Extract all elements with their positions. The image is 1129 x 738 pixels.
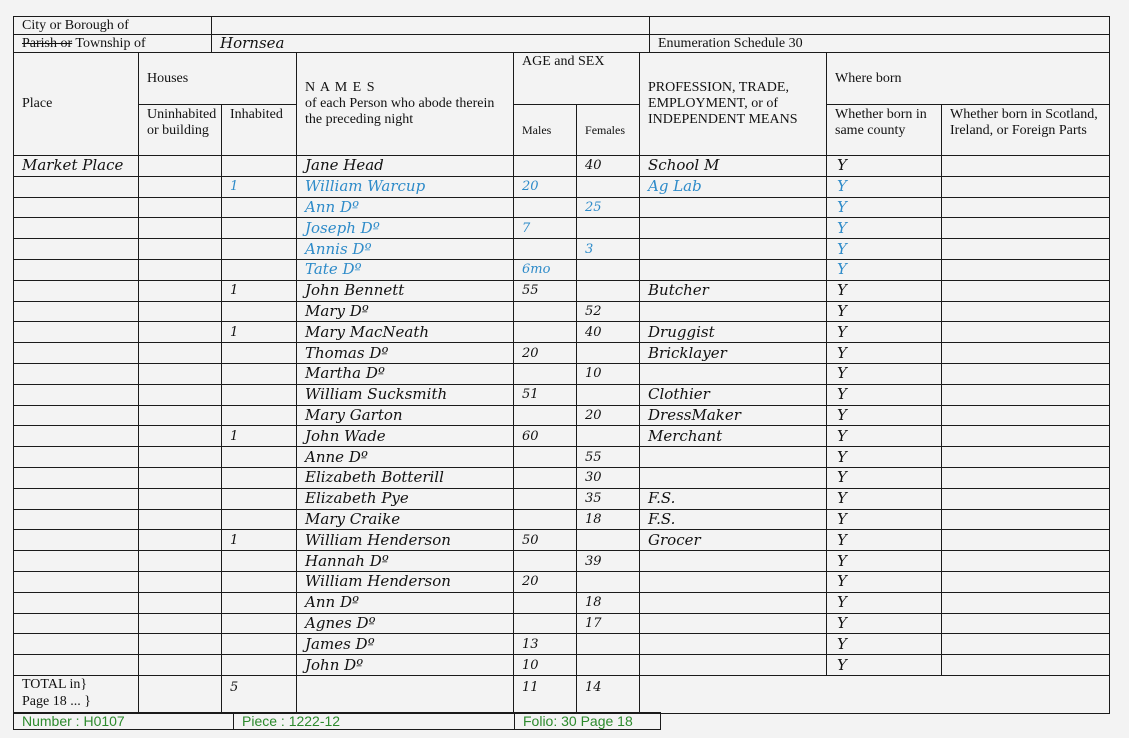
row-inhabited: 1 (222, 530, 297, 551)
row-profession (640, 197, 827, 218)
row-females (577, 384, 640, 405)
row-place (14, 176, 139, 197)
row-name: William Henderson (297, 530, 514, 551)
row-name: William Sucksmith (297, 384, 514, 405)
row-name: Martha Dº (297, 363, 514, 384)
names-title: N A M E S (305, 80, 376, 95)
table-row (14, 239, 1110, 260)
row-females: 30 (577, 467, 640, 488)
row-inhabited (222, 467, 297, 488)
row-born-elsewhere (942, 156, 1110, 177)
row-born-elsewhere (942, 384, 1110, 405)
row-females: 3 (577, 239, 640, 260)
row-males: 6mo (514, 259, 577, 280)
row-inhabited: 1 (222, 426, 297, 447)
table-row (14, 343, 1110, 364)
row-born-elsewhere (942, 322, 1110, 343)
row-females (577, 426, 640, 447)
row-born-elsewhere (942, 176, 1110, 197)
row-born-elsewhere (942, 259, 1110, 280)
row-profession (640, 592, 827, 613)
row-males (514, 301, 577, 322)
row-inhabited (222, 488, 297, 509)
row-born-elsewhere (942, 488, 1110, 509)
table-row (14, 551, 1110, 572)
row-profession (640, 655, 827, 676)
row-place (14, 239, 139, 260)
row-born-elsewhere (942, 280, 1110, 301)
row-profession (640, 259, 827, 280)
row-born-same-county: Y (827, 405, 942, 426)
row-females: 17 (577, 613, 640, 634)
col-born-elsewhere: Whether born in Scotland, Ireland, or Foreign Parts (942, 105, 1110, 156)
census-sheet (13, 16, 1109, 714)
row-profession (640, 447, 827, 468)
col-houses: Houses (139, 53, 297, 105)
col-age-sex: AGE and SEX (514, 53, 640, 105)
row-name: Elizabeth Pye (297, 488, 514, 509)
row-inhabited: 1 (222, 280, 297, 301)
row-born-same-county: Y (827, 259, 942, 280)
table-row (14, 156, 1110, 177)
row-uninhabited (139, 592, 222, 613)
row-uninhabited (139, 634, 222, 655)
row-profession: Druggist (640, 322, 827, 343)
col-born-same-county: Whether born in same county (827, 105, 942, 156)
row-name: Elizabeth Botterill (297, 467, 514, 488)
row-name: Anne Dº (297, 447, 514, 468)
row-inhabited (222, 509, 297, 530)
row-born-same-county: Y (827, 426, 942, 447)
row-born-elsewhere (942, 447, 1110, 468)
row-born-elsewhere (942, 592, 1110, 613)
row-females: 25 (577, 197, 640, 218)
header-table (13, 16, 1110, 53)
row-females (577, 343, 640, 364)
table-row (14, 634, 1110, 655)
row-inhabited (222, 405, 297, 426)
row-uninhabited (139, 301, 222, 322)
row-born-same-county: Y (827, 156, 942, 177)
row-born-same-county: Y (827, 571, 942, 592)
row-males: 7 (514, 218, 577, 239)
row-males (514, 156, 577, 177)
row-inhabited (222, 363, 297, 384)
row-males: 10 (514, 655, 577, 676)
row-inhabited (222, 571, 297, 592)
row-profession: F.S. (640, 488, 827, 509)
row-place (14, 259, 139, 280)
col-place: Place (14, 53, 139, 156)
table-row (14, 301, 1110, 322)
row-born-elsewhere (942, 363, 1110, 384)
row-males (514, 363, 577, 384)
row-name: Annis Dº (297, 239, 514, 260)
row-profession (640, 301, 827, 322)
row-profession (640, 551, 827, 572)
row-males: 13 (514, 634, 577, 655)
row-born-same-county: Y (827, 530, 942, 551)
table-row (14, 426, 1110, 447)
table-row (14, 488, 1110, 509)
row-born-elsewhere (942, 551, 1110, 572)
row-inhabited: 1 (222, 176, 297, 197)
row-born-elsewhere (942, 655, 1110, 676)
row-females: 35 (577, 488, 640, 509)
table-row (14, 571, 1110, 592)
row-inhabited (222, 156, 297, 177)
row-born-same-county: Y (827, 301, 942, 322)
table-row (14, 384, 1110, 405)
row-profession: Merchant (640, 426, 827, 447)
row-uninhabited (139, 655, 222, 676)
row-males: 20 (514, 571, 577, 592)
row-born-elsewhere (942, 197, 1110, 218)
row-inhabited (222, 239, 297, 260)
row-profession: DressMaker (640, 405, 827, 426)
row-females (577, 280, 640, 301)
row-profession (640, 571, 827, 592)
row-profession: Ag Lab (640, 176, 827, 197)
row-place (14, 551, 139, 572)
table-row (14, 176, 1110, 197)
row-males (514, 551, 577, 572)
row-born-same-county: Y (827, 488, 942, 509)
row-females (577, 571, 640, 592)
row-females (577, 655, 640, 676)
row-born-same-county: Y (827, 509, 942, 530)
row-inhabited (222, 259, 297, 280)
row-born-elsewhere (942, 301, 1110, 322)
table-row (14, 197, 1110, 218)
row-place (14, 218, 139, 239)
township-label-text: Township of (72, 36, 146, 51)
row-place (14, 322, 139, 343)
row-place (14, 467, 139, 488)
row-inhabited (222, 197, 297, 218)
row-place (14, 613, 139, 634)
township-label (14, 35, 212, 53)
row-place (14, 197, 139, 218)
row-born-elsewhere (942, 613, 1110, 634)
row-place (14, 363, 139, 384)
row-born-same-county: Y (827, 467, 942, 488)
total-females: 14 (577, 675, 640, 713)
row-profession (640, 363, 827, 384)
row-males (514, 488, 577, 509)
row-males (514, 509, 577, 530)
total-names (297, 675, 514, 713)
row-inhabited (222, 343, 297, 364)
row-uninhabited (139, 343, 222, 364)
row-males: 20 (514, 343, 577, 364)
row-name: Ann Dº (297, 592, 514, 613)
row-place (14, 592, 139, 613)
row-profession: Clothier (640, 384, 827, 405)
row-name: Joseph Dº (297, 218, 514, 239)
row-born-same-county: Y (827, 447, 942, 468)
row-name: Mary Dº (297, 301, 514, 322)
row-place (14, 530, 139, 551)
row-name: Mary Garton (297, 405, 514, 426)
row-males (514, 405, 577, 426)
col-where-born: Where born (827, 53, 1110, 105)
row-place (14, 301, 139, 322)
row-males: 50 (514, 530, 577, 551)
row-profession (640, 218, 827, 239)
row-males (514, 322, 577, 343)
row-profession: Grocer (640, 530, 827, 551)
row-uninhabited (139, 613, 222, 634)
total-label-line2: Page 18 ... } (22, 693, 91, 709)
table-row (14, 592, 1110, 613)
row-males: 20 (514, 176, 577, 197)
row-born-elsewhere (942, 571, 1110, 592)
table-row (14, 530, 1110, 551)
footer-folio: Folio: 30 Page 18 (514, 712, 661, 730)
table-row (14, 363, 1110, 384)
row-males (514, 239, 577, 260)
row-females: 39 (577, 551, 640, 572)
row-uninhabited (139, 322, 222, 343)
row-males (514, 197, 577, 218)
row-females: 20 (577, 405, 640, 426)
row-males: 55 (514, 280, 577, 301)
row-born-elsewhere (942, 509, 1110, 530)
row-uninhabited (139, 197, 222, 218)
row-inhabited (222, 384, 297, 405)
table-row (14, 467, 1110, 488)
row-born-same-county: Y (827, 176, 942, 197)
row-born-same-county: Y (827, 384, 942, 405)
row-uninhabited (139, 259, 222, 280)
total-remaining (640, 675, 1110, 713)
row-uninhabited (139, 467, 222, 488)
row-uninhabited (139, 530, 222, 551)
row-profession: Butcher (640, 280, 827, 301)
row-name: Mary Craike (297, 509, 514, 530)
row-profession: Bricklayer (640, 343, 827, 364)
row-females (577, 176, 640, 197)
row-born-elsewhere (942, 239, 1110, 260)
row-name: Mary MacNeath (297, 322, 514, 343)
names-subtitle: of each Person who abode therein the preceding night (305, 96, 495, 127)
col-names (297, 53, 514, 156)
row-inhabited (222, 634, 297, 655)
table-row (14, 509, 1110, 530)
row-born-same-county: Y (827, 197, 942, 218)
row-uninhabited (139, 447, 222, 468)
table-row (14, 218, 1110, 239)
row-females: 18 (577, 509, 640, 530)
row-name: Hannah Dº (297, 551, 514, 572)
total-label (14, 675, 139, 713)
col-profession: PROFESSION, TRADE, EMPLOYMENT, or of INDEPENDENT MEANS (640, 53, 827, 156)
table-row (14, 259, 1110, 280)
table-row (14, 322, 1110, 343)
city-value (212, 17, 650, 35)
row-uninhabited (139, 156, 222, 177)
row-born-elsewhere (942, 467, 1110, 488)
census-table (13, 52, 1110, 714)
row-place (14, 634, 139, 655)
row-place (14, 655, 139, 676)
row-born-same-county: Y (827, 322, 942, 343)
row-place (14, 488, 139, 509)
parish-label: Parish or (22, 36, 73, 51)
row-uninhabited (139, 509, 222, 530)
row-males (514, 447, 577, 468)
row-uninhabited (139, 384, 222, 405)
row-males (514, 613, 577, 634)
census-rows (14, 156, 1110, 676)
township-value: Hornsea (212, 35, 650, 53)
row-females (577, 530, 640, 551)
row-inhabited (222, 447, 297, 468)
row-uninhabited (139, 176, 222, 197)
row-name: William Henderson (297, 571, 514, 592)
row-born-same-county: Y (827, 551, 942, 572)
row-name: James Dº (297, 634, 514, 655)
row-place (14, 384, 139, 405)
row-place (14, 509, 139, 530)
row-females (577, 218, 640, 239)
row-uninhabited (139, 426, 222, 447)
row-place (14, 405, 139, 426)
row-born-elsewhere (942, 218, 1110, 239)
col-uninhabited: Uninhabited or building (139, 105, 222, 156)
row-name: Tate Dº (297, 259, 514, 280)
total-inhabited: 5 (222, 675, 297, 713)
row-name: Ann Dº (297, 197, 514, 218)
row-males (514, 592, 577, 613)
row-name: Jane Head (297, 156, 514, 177)
row-born-elsewhere (942, 405, 1110, 426)
row-born-same-county: Y (827, 239, 942, 260)
row-profession (640, 239, 827, 260)
row-uninhabited (139, 218, 222, 239)
table-row (14, 280, 1110, 301)
row-name: John Wade (297, 426, 514, 447)
col-males: Males (514, 105, 577, 156)
row-born-elsewhere (942, 426, 1110, 447)
row-place: Market Place (14, 156, 139, 177)
row-name: John Bennett (297, 280, 514, 301)
row-name: Agnes Dº (297, 613, 514, 634)
row-uninhabited (139, 239, 222, 260)
row-males: 51 (514, 384, 577, 405)
row-uninhabited (139, 551, 222, 572)
row-inhabited (222, 592, 297, 613)
table-row (14, 447, 1110, 468)
enumeration-schedule: Enumeration Schedule 30 (650, 35, 1110, 53)
row-uninhabited (139, 280, 222, 301)
row-uninhabited (139, 405, 222, 426)
table-row (14, 613, 1110, 634)
row-females: 18 (577, 592, 640, 613)
row-uninhabited (139, 363, 222, 384)
row-profession: School M (640, 156, 827, 177)
row-females: 55 (577, 447, 640, 468)
total-males: 11 (514, 675, 577, 713)
row-born-same-county: Y (827, 655, 942, 676)
row-born-same-county: Y (827, 343, 942, 364)
row-born-same-county: Y (827, 363, 942, 384)
row-born-same-county: Y (827, 613, 942, 634)
row-females: 52 (577, 301, 640, 322)
row-inhabited (222, 613, 297, 634)
row-inhabited (222, 218, 297, 239)
row-name: William Warcup (297, 176, 514, 197)
row-born-same-county: Y (827, 218, 942, 239)
row-females: 40 (577, 322, 640, 343)
row-inhabited (222, 551, 297, 572)
row-profession (640, 634, 827, 655)
row-born-same-county: Y (827, 634, 942, 655)
row-place (14, 447, 139, 468)
row-profession: F.S. (640, 509, 827, 530)
row-inhabited (222, 655, 297, 676)
total-label-line1: TOTAL in} (22, 676, 88, 692)
row-uninhabited (139, 571, 222, 592)
schedule-blank (650, 17, 1110, 35)
row-males: 60 (514, 426, 577, 447)
row-profession (640, 467, 827, 488)
row-females (577, 634, 640, 655)
col-females: Females (577, 105, 640, 156)
row-profession (640, 613, 827, 634)
total-uninhabited (139, 675, 222, 713)
row-uninhabited (139, 488, 222, 509)
row-name: John Dº (297, 655, 514, 676)
row-females: 10 (577, 363, 640, 384)
footer-piece: Piece : 1222-12 (233, 712, 515, 730)
col-inhabited: Inhabited (222, 105, 297, 156)
row-name: Thomas Dº (297, 343, 514, 364)
table-row (14, 655, 1110, 676)
footer-number: Number : H0107 (13, 712, 234, 730)
row-born-elsewhere (942, 530, 1110, 551)
row-born-elsewhere (942, 343, 1110, 364)
row-females (577, 259, 640, 280)
row-place (14, 280, 139, 301)
table-row (14, 405, 1110, 426)
row-place (14, 426, 139, 447)
row-born-same-county: Y (827, 280, 942, 301)
row-place (14, 343, 139, 364)
city-label: City or Borough of (14, 17, 212, 35)
row-females: 40 (577, 156, 640, 177)
row-place (14, 571, 139, 592)
row-born-elsewhere (942, 634, 1110, 655)
row-born-same-county: Y (827, 592, 942, 613)
row-males (514, 467, 577, 488)
row-inhabited (222, 301, 297, 322)
row-inhabited: 1 (222, 322, 297, 343)
